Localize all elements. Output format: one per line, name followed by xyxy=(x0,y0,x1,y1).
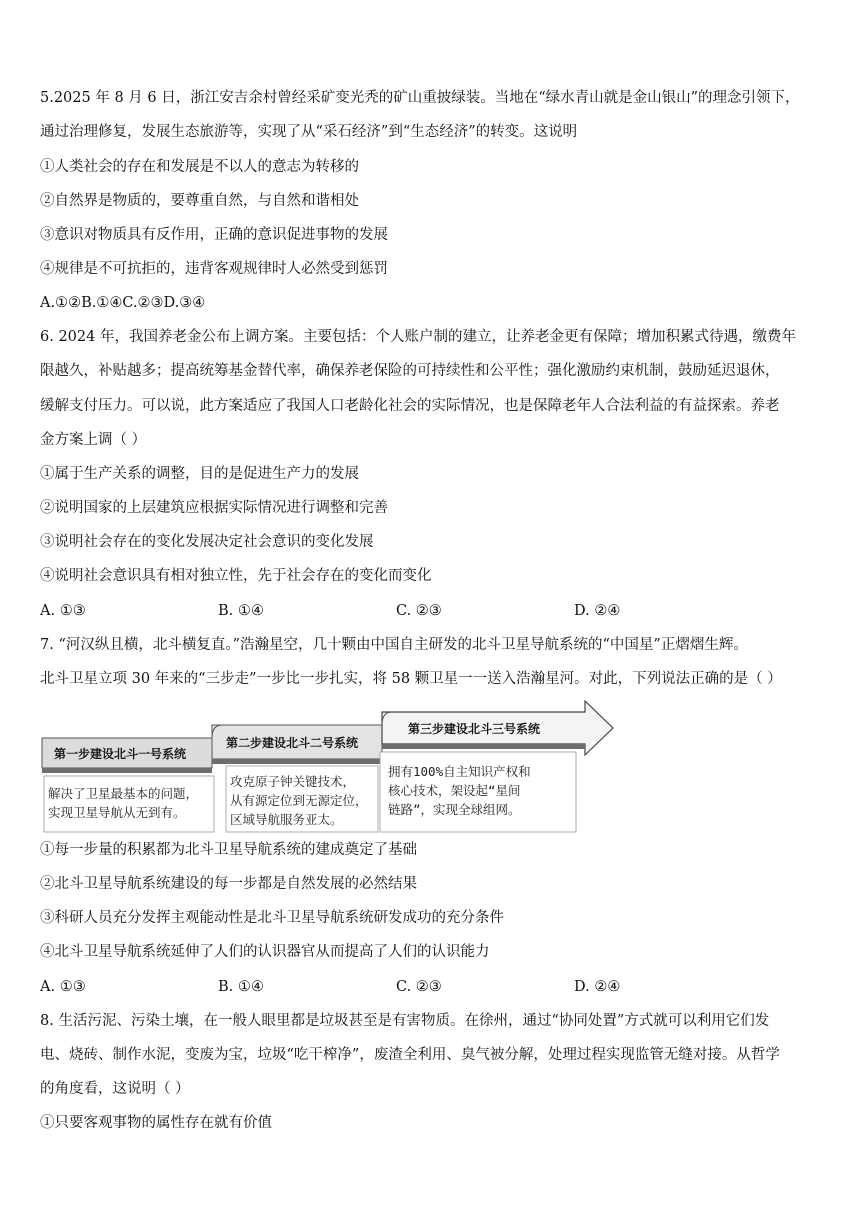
q6-answer-b: B. ①④ xyxy=(218,603,264,619)
step1-note-line1: 解决了卫星最基本的问题， xyxy=(48,786,199,801)
q7-answer-a: A. ①③ xyxy=(40,979,86,995)
step2-note-line3: 区域导航服务亚太。 xyxy=(230,812,343,827)
step1-note xyxy=(48,784,198,822)
step1-title: 第一步建设北斗一号系统 xyxy=(54,747,187,761)
q5-option-1: ①人类社会的存在和发展是不以人的意志为转移的 xyxy=(40,159,359,175)
q7-option-3: ③科研人员充分发挥主观能动性是北斗卫星导航系统研发成功的充分条件 xyxy=(40,910,504,926)
step2-note xyxy=(230,772,368,829)
q8-option-1: ①只要客观事物的属性存在就有价值 xyxy=(40,1115,272,1131)
q5-answer-choices: A.①②B.①④C.②③D.③④ xyxy=(40,295,206,311)
step2-note-line2: 从有源定位到无源定位， xyxy=(230,793,368,808)
step1-shadow xyxy=(42,768,212,773)
q6-option-4: ④说明社会意识具有相对独立性，先于社会存在的变化而变化 xyxy=(40,568,432,584)
q7-stem-line2: 北斗卫星立项 30 年来的“三步走”一步比一步扎实，将 58 颗卫星一一送入浩瀚星河。对此，下列说法正确的是（ ） xyxy=(40,671,782,687)
q7-answer-b: B. ①④ xyxy=(218,979,264,995)
step2-shadow xyxy=(212,759,382,764)
step3-note-line1: 拥有100%自主知识产权和 xyxy=(388,764,531,779)
step2-note-line1: 攻克原子钟关键技术， xyxy=(230,774,356,789)
q6-option-1: ①属于生产关系的调整，目的是促进生产力的发展 xyxy=(40,466,359,482)
q7-option-4: ④北斗卫星导航系统延伸了人们的认识器官从而提高了人们的认识能力 xyxy=(40,944,490,960)
q5-stem-line2: 通过治理修复，发展生态旅游等，实现了从“采石经济”到“生态经济”的转变。这说明 xyxy=(40,124,578,140)
q8-stem-line2: 电、烧砖、制作水泥，变废为宝，垃圾“吃干榨净”，废渣全利用、臭气被分解，处理过程实现监管无缝对接。从哲学 xyxy=(40,1047,780,1063)
q7-option-2: ②北斗卫星导航系统建设的每一步都是自然发展的必然结果 xyxy=(40,876,417,892)
q6-answer-a: A. ①③ xyxy=(40,603,86,619)
q6-option-3: ③说明社会存在的变化发展决定社会意识的变化发展 xyxy=(40,534,374,550)
q7-stem-line1: 7. “河汉纵且横，北斗横复直。”浩瀚星空，几十颗由中国自主研发的北斗卫星导航系统的“中国星”正熠熠生辉。 xyxy=(40,637,748,653)
q5-stem-line1: 5.2025 年 8 月 6 日，浙江安吉余村曾经采矿变光秃的矿山重披绿装。当地在“绿水青山就是金山银山”的理念引领下， xyxy=(40,90,800,106)
step3-title: 第三步建设北斗三号系统 xyxy=(408,722,541,736)
q6-stem-line3: 缓解支付压力。可以说，此方案适应了我国人口老龄化社会的实际情况，也是保障老年人合法利益的有益探索。养老 xyxy=(40,398,780,414)
q7-answer-c: C. ②③ xyxy=(396,979,442,995)
q6-answer-c: C. ②③ xyxy=(396,603,442,619)
q7-answer-d: D. ②④ xyxy=(574,979,621,995)
step3-note-line2: 核心技术，架设起“星间 xyxy=(388,783,521,798)
q8-stem-line1: 8. 生活污泥、污染土壤，在一般人眼里都是垃圾甚至是有害物质。在徐州，通过“协同处置”方式就可以利用它们发 xyxy=(40,1013,770,1029)
q7-option-1: ①每一步量的积累都为北斗卫星导航系统的建成奠定了基础 xyxy=(40,842,417,858)
q6-stem-line2: 限越久，补贴越多；提高统筹基金替代率，确保养老保险的可持续性和公平性；强化激励约束机制，鼓励延迟退休， xyxy=(40,363,780,379)
step3-shadow xyxy=(382,744,585,749)
q6-stem-line1: 6. 2024 年，我国养老金公布上调方案。主要包括：个人账户制的建立，让养老金更有保障；增加积累式待遇，缴费年 xyxy=(40,329,796,345)
q6-option-2: ②说明国家的上层建筑应根据实际情况进行调整和完善 xyxy=(40,500,388,516)
q6-stem-line4: 金方案上调（ ） xyxy=(40,432,147,448)
q5-option-4: ④规律是不可抗拒的，违背客观规律时人必然受到惩罚 xyxy=(40,261,388,277)
step3-note-line3: 链路”，实现全球组网。 xyxy=(388,802,521,817)
q5-option-2: ②自然界是物质的，要尊重自然，与自然和谐相处 xyxy=(40,193,359,209)
step1-note-line2: 实现卫星导航从无到有。 xyxy=(48,805,186,820)
q6-answer-d: D. ②④ xyxy=(574,603,621,619)
step2-title: 第二步建设北斗二号系统 xyxy=(226,736,359,750)
q8-stem-line3: 的角度看，这说明（ ） xyxy=(40,1081,190,1097)
beidou-steps-diagram xyxy=(40,700,620,835)
step3-note xyxy=(388,762,531,819)
q5-option-3: ③意识对物质具有反作用，正确的意识促进事物的发展 xyxy=(40,227,388,243)
